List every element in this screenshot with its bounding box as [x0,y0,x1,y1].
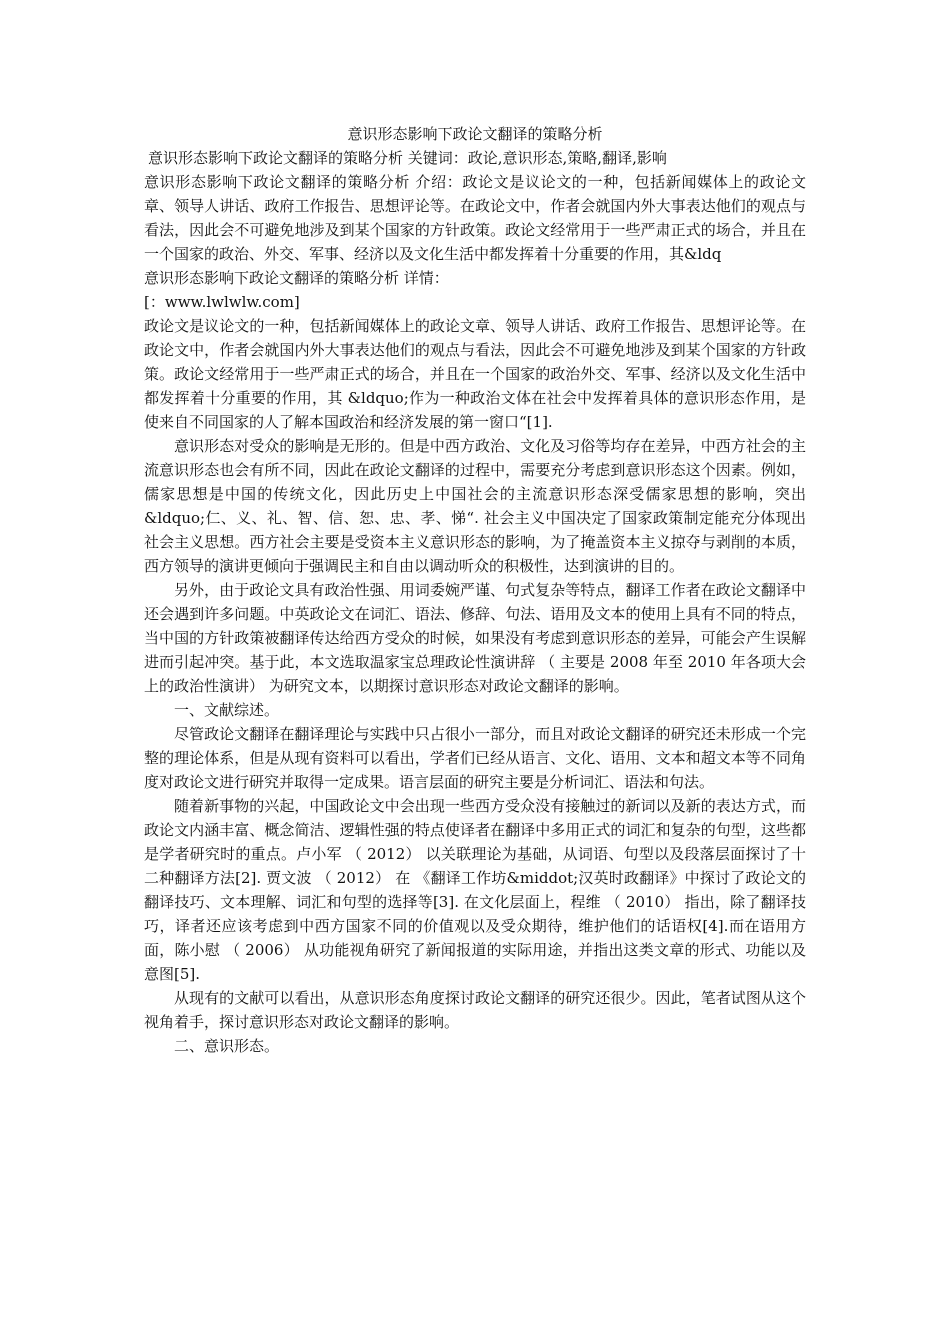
intro-paragraph: 意识形态影响下政论文翻译的策略分析 介绍：政论文是议论文的一种，包括新闻媒体上的政论文章、领导人讲话、政府工作报告、思想评论等。在政论文中，作者会就国内外大事表达他们的观点与看法，因此会不可避免地涉及到某个国家的方针政策。政论文经常用于一些严肃正式的场合，并且在一个国家的政治、外交、军事、经济以及文化生活中都发挥着十分重要的作用，其&ldq [144,173,806,263]
document-page [144,122,806,1058]
document-title: 意识形态影响下政论文翻译的策略分析 [347,125,603,143]
body-paragraph: 尽管政论文翻译在翻译理论与实践中只占很小一部分，而且对政论文翻译的研究还未形成一个完整的理论体系，但是从现有资料可以看出，学者们已经从语言、文化、语用、文本和超文本等不同角度对政论文进行研究并取得一定成果。语言层面的研究主要是分析词汇、语法和句法。 [144,725,806,791]
section-heading: 一、文献综述。 [174,701,280,719]
body-paragraph: 意识形态对受众的影响是无形的。但是中西方政治、文化及习俗等均存在差异，中西方社会的主流意识形态也会有所不同，因此在政论文翻译的过程中，需要充分考虑到意识形态这个因素。例如，儒家思想是中国的传统文化，因此历史上中国社会的主流意识形态深受儒家思想的影响，突出 &ldquo;仁、义、礼、智、信、恕、忠、孝、悌“. 社会主义中国决定了国家政策制定能充分体现出社会主义思想。西方社会主要是受资本主义意识形态的影响，为了掩盖资本主义掠夺与剥削的本质，西方领导的演讲更倾向于强调民主和自由以调动听众的积极性，达到演讲的目的。 [144,437,806,575]
details-label: 意识形态影响下政论文翻译的策略分析 详情： [144,269,449,287]
body-paragraph: 从现有的文献可以看出，从意识形态角度探讨政论文翻译的研究还很少。因此，笔者试图从这个视角着手，探讨意识形态对政论文翻译的影响。 [144,989,806,1031]
source-link[interactable]: [：www.lwlwlw.com] [144,293,300,311]
body-paragraph: 政论文是议论文的一种，包括新闻媒体上的政论文章、领导人讲话、政府工作报告、思想评论等。在政论文中，作者会就国内外大事表达他们的观点与看法，因此会不可避免地涉及到某个国家的方针政策。政论文经常用于一些严肃正式的场合，并且在一个国家的政治外交、军事、经济以及文化生活中都发挥着十分重要的作用，其 &ldquo;作为一种政治文体在社会中发挥着具体的意识形态作用，是使来自不同国家的人了解本国政治和经济发展的第一窗口“[1]. [144,317,806,431]
section-heading: 二、意识形态。 [174,1037,280,1055]
keywords-line: 意识形态影响下政论文翻译的策略分析 关键词：政论,意识形态,策略,翻译,影响 [148,149,667,167]
body-paragraph: 随着新事物的兴起，中国政论文中会出现一些西方受众没有接触过的新词以及新的表达方式，而政论文内涵丰富、概念简洁、逻辑性强的特点使译者在翻译中多用正式的词汇和复杂的句型，这些都是学者研究时的重点。卢小军 （ 2012） 以关联理论为基础，从词语、句型以及段落层面探讨了十二种翻译方法[2]. 贾文波 （ 2012） 在 《翻译工作坊&middot;汉英时政翻译》中探讨了政论文的翻译技巧、文本理解、词汇和句型的选择等[3]. 在文化层面上，程维 （ 2010） 指出，除了翻译技巧，译者还应该考虑到中西方国家不同的价值观以及受众期待，维护他们的话语权[4].而在语用方面，陈小慰 （ 2006） 从功能视角研究了新闻报道的实际用途，并指出这类文章的形式、功能以及意图[5]. [144,797,806,983]
body-paragraph: 另外，由于政论文具有政治性强、用词委婉严谨、句式复杂等特点，翻译工作者在政论文翻译中还会遇到许多问题。中英政论文在词汇、语法、修辞、句法、语用及文本的使用上具有不同的特点，当中国的方针政策被翻译传达给西方受众的时候，如果没有考虑到意识形态的差异，可能会产生误解进而引起冲突。基于此，本文选取温家宝总理政论性演讲辞 （ 主要是 2008 年至 2010 年各项大会上的政治性演讲） 为研究文本，以期探讨意识形态对政论文翻译的影响。 [144,581,806,695]
